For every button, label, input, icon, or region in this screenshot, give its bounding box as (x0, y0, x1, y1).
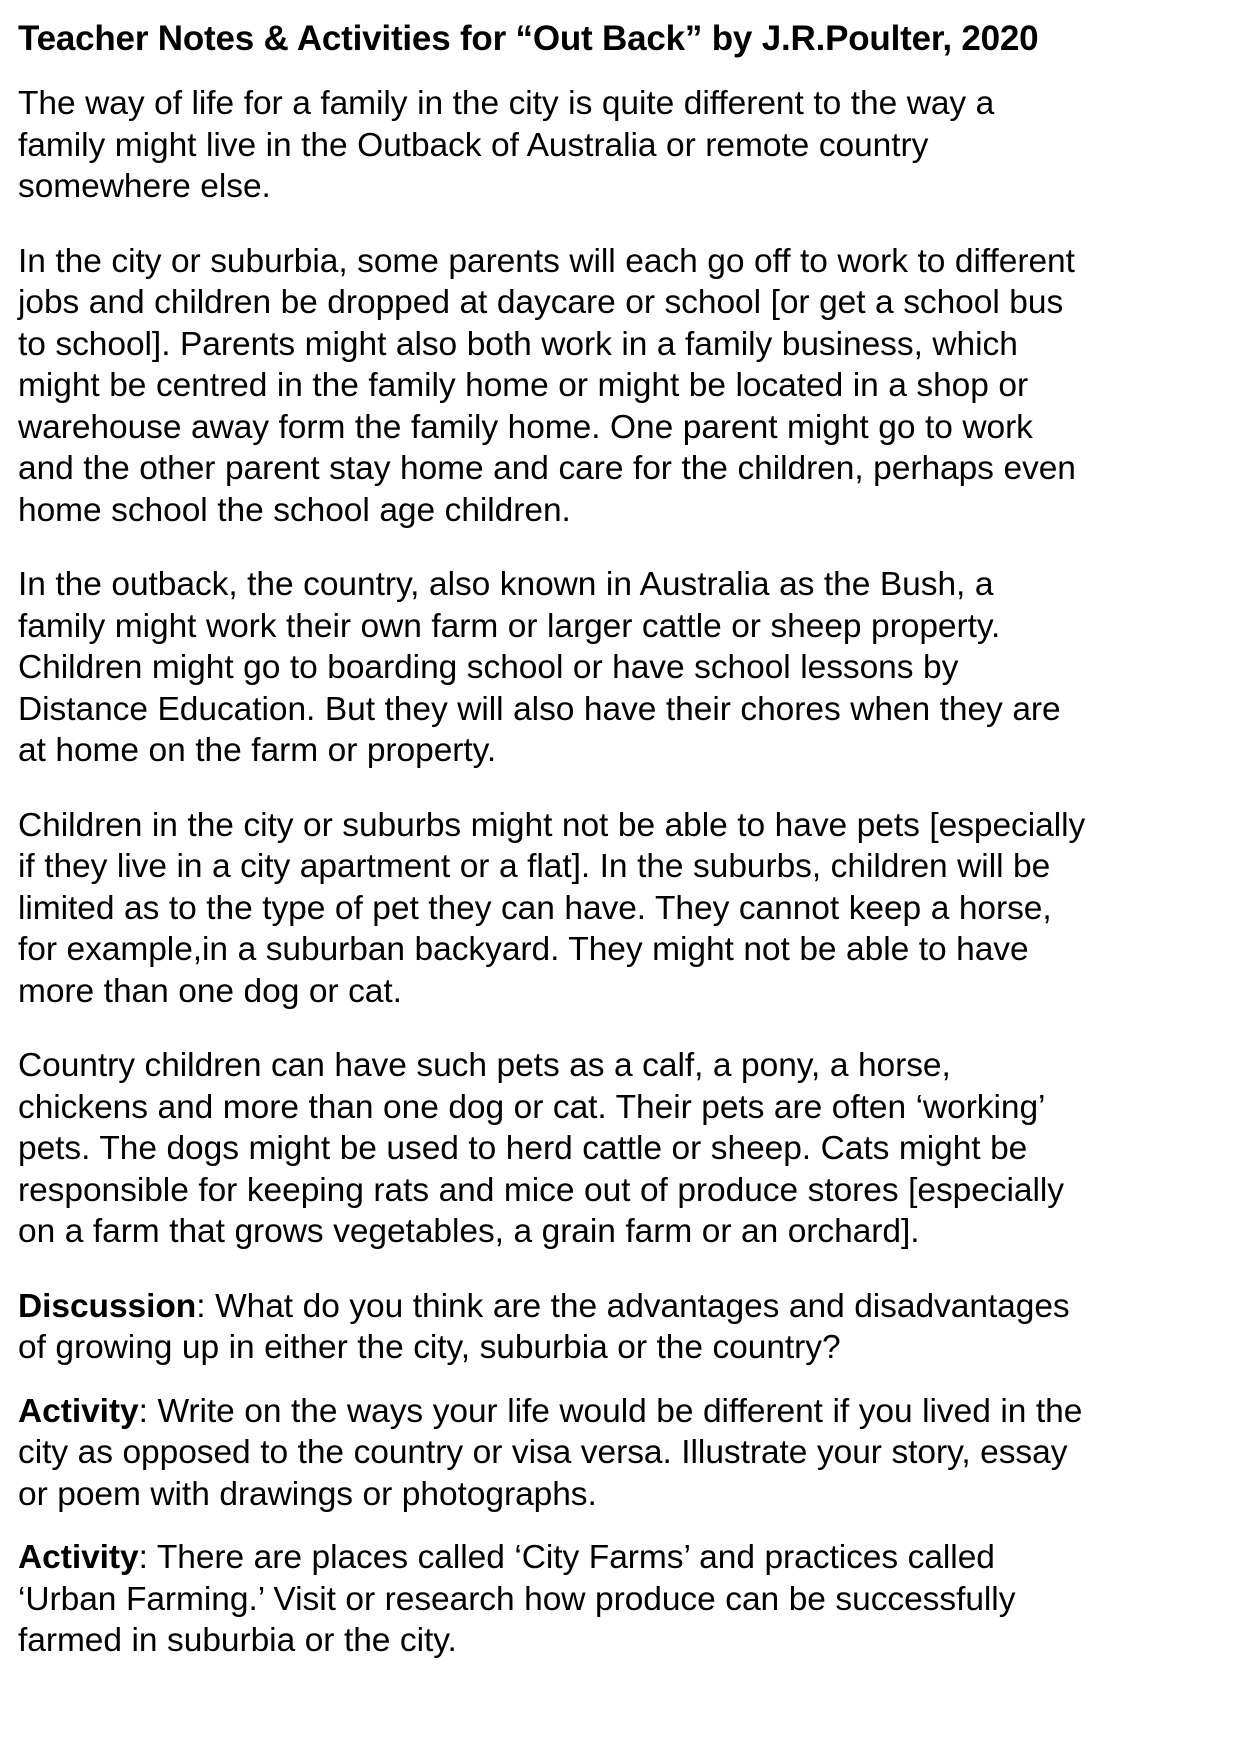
paragraph-city-life: In the city or suburbia, some parents will each go off to work to different jobs and children be dropped at daycare or school [or get a school bus to school]. Parents might also both work in a family business, which might be centred in the family home or might be located in a shop or warehouse away form the family home. One parent might go to work and the other parent stay home and care for the children, perhaps even home school the school age children. (18, 242, 1076, 529)
paragraph-outback-life: In the outback, the country, also known in Australia as the Bush, a family might work their own farm or larger cattle or sheep property. Children might go to boarding school or have school lessons by Distance Education. But they will also have their chores when they are at home on the farm or property. (18, 566, 1061, 770)
discussion-prompt (18, 1286, 1090, 1369)
paragraph-country-pets: Country children can have such pets as a calf, a pony, a horse, chickens and more than one dog or cat. Their pets are often ‘working’ pets. The dogs might be used to herd cattle or sheep. Cats might be responsible for keeping rats and mice out of produce stores [especially on a farm that grows vegetables, a grain farm or an orchard]. (18, 1047, 1064, 1251)
activity-2-separator: : (138, 1539, 157, 1577)
activity-1-separator: : (138, 1392, 158, 1430)
activity-1-prompt (18, 1391, 1090, 1516)
discussion-separator: : (196, 1287, 216, 1325)
activity-2-label: Activity (18, 1539, 139, 1577)
page-title: Teacher Notes & Activities for “Out Back” by J.R.Poulter, 2020 (18, 19, 1039, 58)
discussion-text: What do you think are the advantages and disadvantages of growing up in either the city, suburbia or the country? (18, 1287, 1070, 1367)
paragraph-city-pets: Children in the city or suburbs might not be able to have pets [especially if they live in a city apartment or a flat]. In the suburbs, children will be limited as to the type of pet they can have. They cannot keep a horse, for example,in a suburban backyard. They might not be able to have more than one dog or cat. (18, 806, 1086, 1010)
discussion-label: Discussion (18, 1287, 197, 1325)
activity-2-text: There are places called ‘City Farms’ and practices called ‘Urban Farming.’ Visit or research how produce can be successfully farmed in suburbia or the city. (18, 1539, 1016, 1660)
activity-1-label: Activity (18, 1392, 139, 1430)
paragraph-intro: The way of life for a family in the city is quite different to the way a family might live in the Outback of Australia or remote country somewhere else. (18, 85, 995, 206)
activity-1-text: Write on the ways your life would be different if you lived in the city as opposed to the country or visa versa. Illustrate your story, essay or poem with drawings or photographs. (18, 1392, 1083, 1513)
activity-2-prompt (18, 1537, 1090, 1662)
